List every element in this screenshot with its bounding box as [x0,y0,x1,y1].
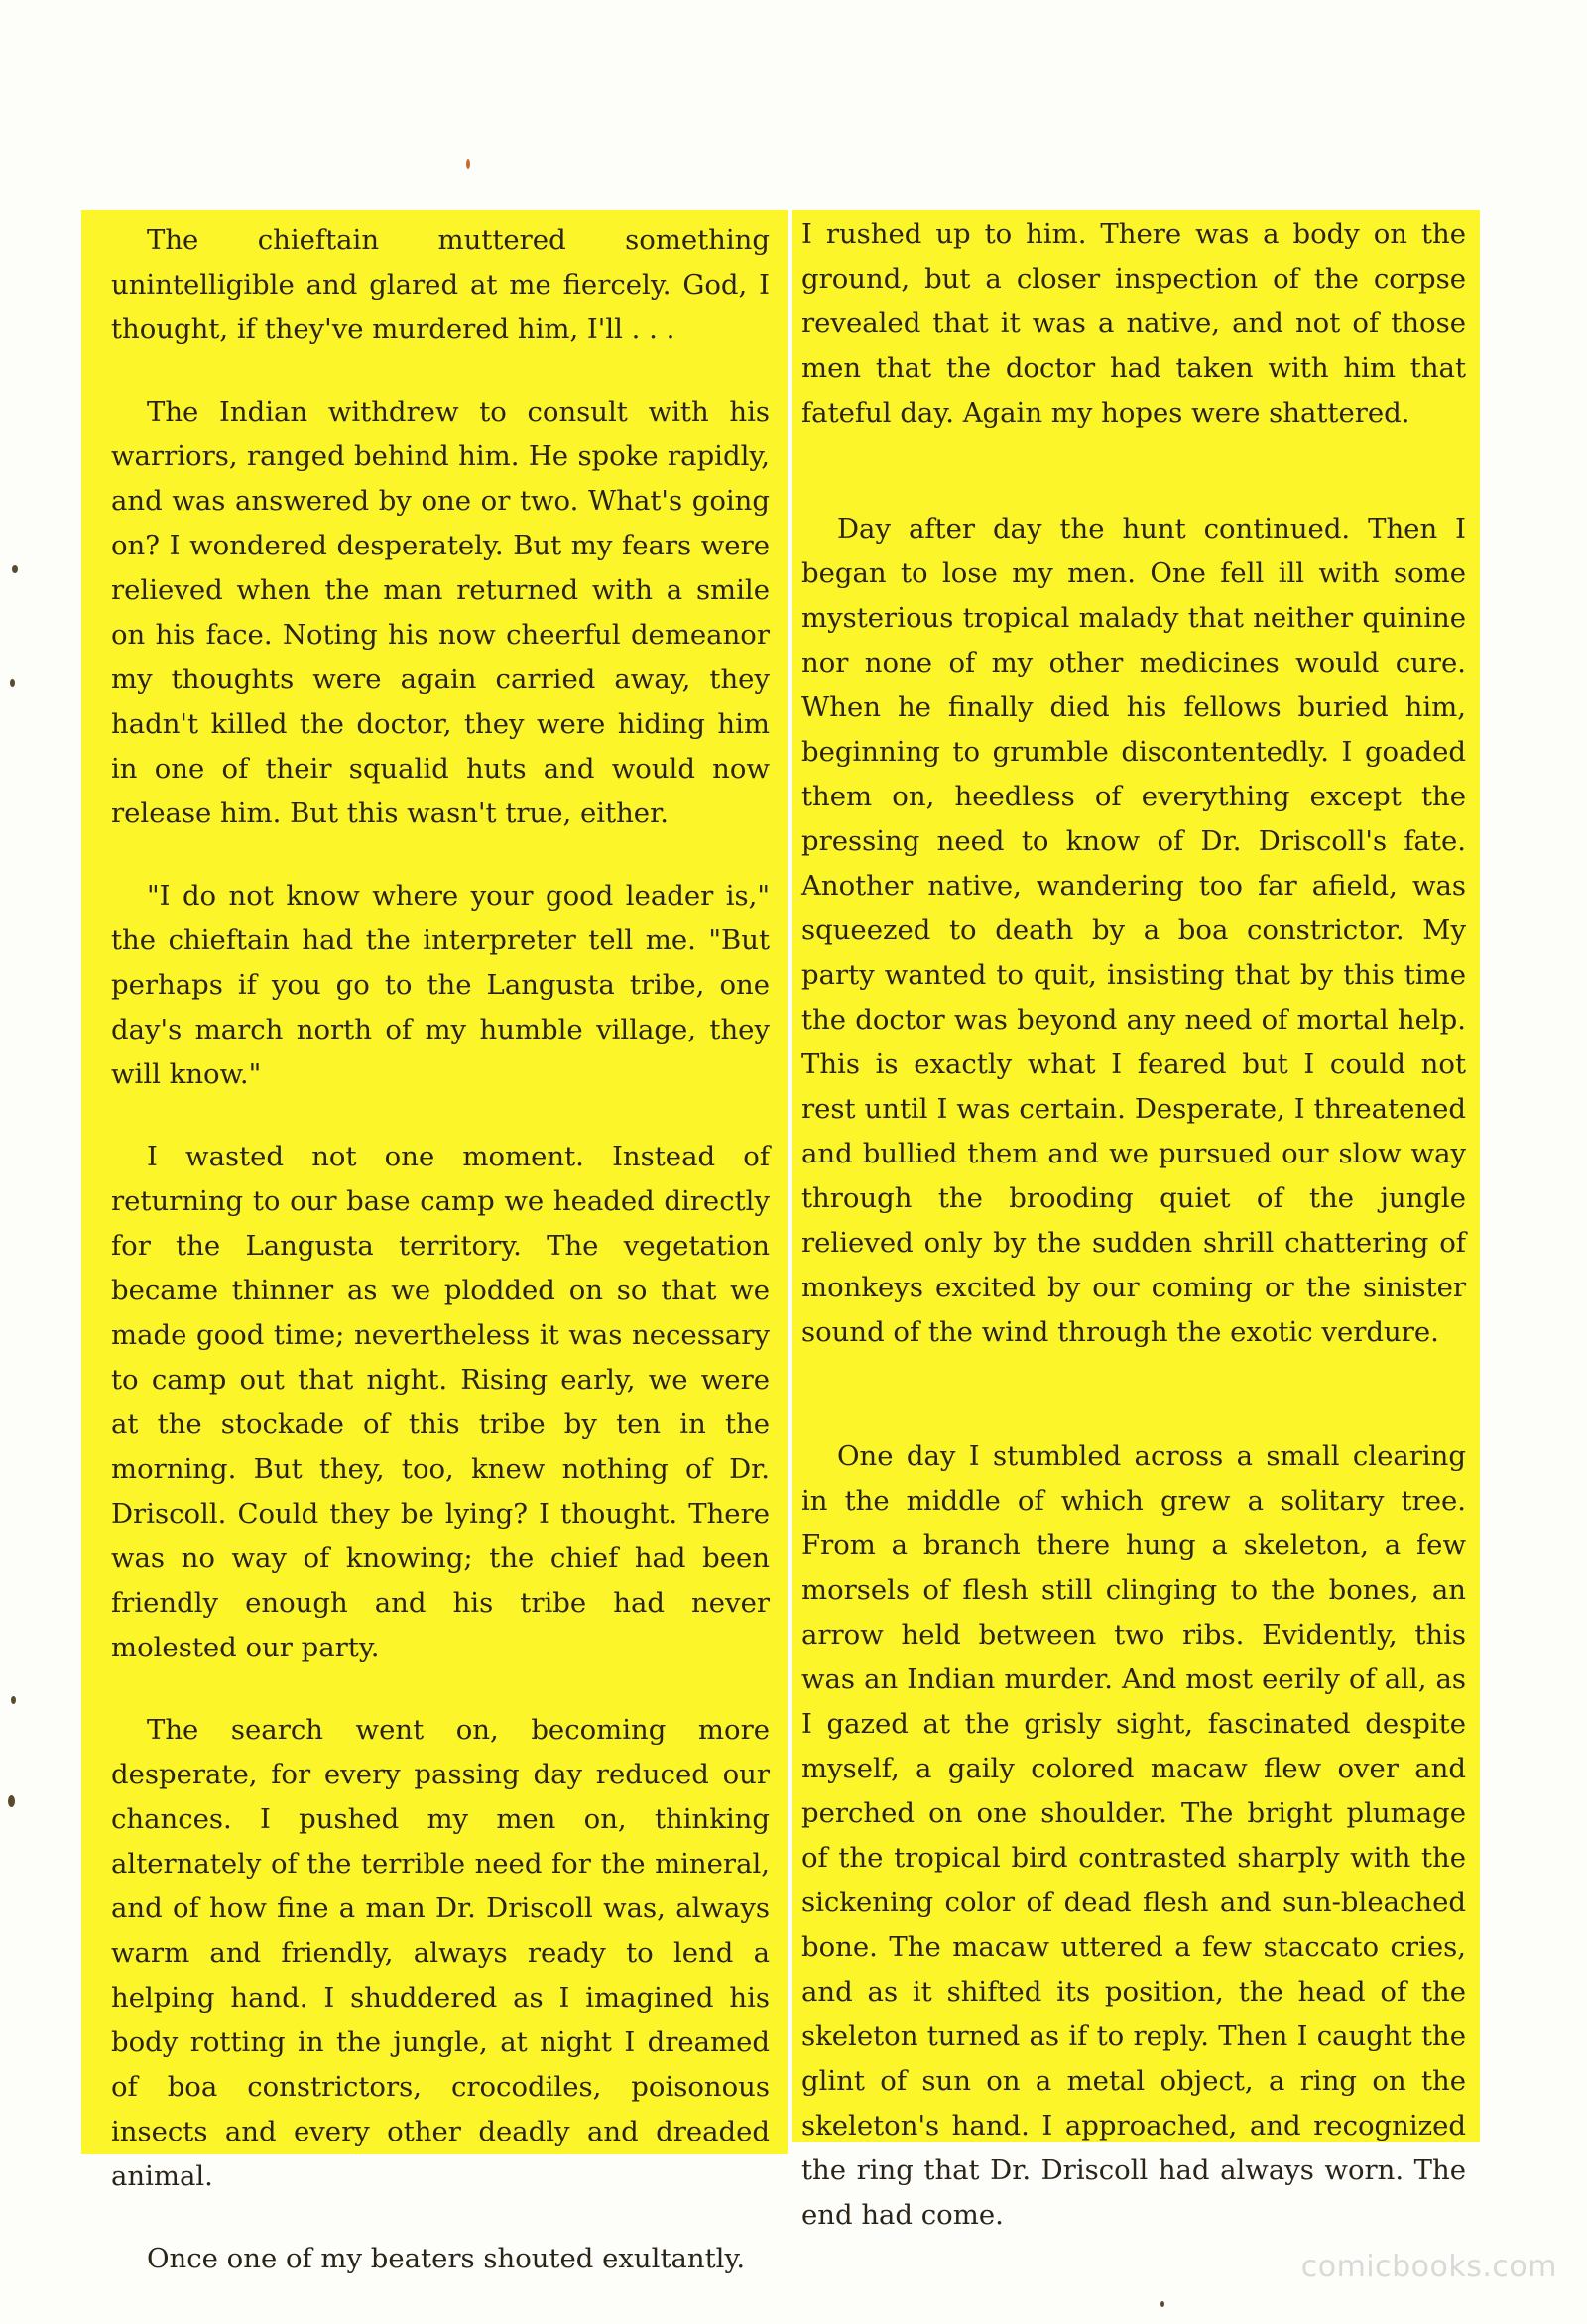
left-paragraph-1: The chieftain muttered something unintelligible and glared at me fiercely. God, I thought, if they've murdered him, I'll . . . [111,224,770,345]
speck [12,565,18,573]
left-paragraph-3: "I do not know where your good leader is," the chieftain had the interpreter tell me. "But perhaps if you go to the Langusta tribe, one day's march north of my humble village, they will know." [111,880,770,1090]
speck [10,679,15,687]
speck [1160,2301,1164,2307]
right-paragraph-1: I rushed up to him. There was a body on the ground, but a closer inspection of the corpse revealed that it was a native, and not of those men that the doctor had taken with him that fateful day. Again my hopes were shattered. [801,218,1466,428]
speck [11,1696,16,1704]
left-paragraph-6: Once one of my beaters shouted exultantly. [147,2243,746,2274]
right-paragraph-3: One day I stumbled across a small clearing in the middle of which grew a solitary tree. From a branch there hung a skeleton, a few morsels of flesh still clinging to the bones, an arrow held between two ribs. Evidently, this was an Indian murder. And most eerily of all, as I gazed at the grisly sight, fascinated despite myself, a gaily colored macaw flew over and perched on one shoulder. The bright plumage of the tropical bird contrasted sharply with the sickening color of dead flesh and sun-bleached bone. The macaw uttered a few staccato cries, and as it shifted its position, the head of the skeleton turned as if to reply. Then I caught the glint of sun on a metal object, a ring on the skeleton's hand. I approached, and recognized the ring that Dr. Driscoll had always worn. The end had come. [801,1440,1466,2231]
left-paragraph-2: The Indian withdrew to consult with his warriors, ranged behind him. He spoke rapidly, and was answered by one or two. What's going on? I wondered desperately. But my fears were relieved when the man returned with a smile on his face. Noting his now cheerful demeanor my thoughts were again carried away, they hadn't killed the doctor, they were hiding him in one of their squalid huts and would now release him. But this wasn't true, either. [111,396,770,829]
left-paragraph-4: I wasted not one moment. Instead of returning to our base camp we headed directly for the Langusta territory. The vegetation became thinner as we plodded on so that we made good time; nevertheless it was necessary to camp out that night. Rising early, we were at the stockade of this tribe by ten in the morning. But they, too, knew nothing of Dr. Driscoll. Could they be lying? I thought. There was no way of knowing; the chief had been friendly enough and his tribe had never molested our party. [111,1141,770,1663]
right-paragraph-2: Day after day the hunt continued. Then I began to lose my men. One fell ill with some mysterious tropical malady that neither quinine nor none of my other medicines would cure. When he finally died his fellows buried him, beginning to grumble discontentedly. I goaded them on, heedless of everything except the pressing need to know of Dr. Driscoll's fate. Another native, wandering too far afield, was squeezed to death by a boa constrictor. My party wanted to quit, insisting that by this time the doctor was beyond any need of mortal help. This is exactly what I feared but I could not rest until I was certain. Desperate, I threatened and bullied them and we pursued our slow way through the brooding quiet of the jungle relieved only by the sudden shrill chattering of monkeys excited by our coming or the sinister sound of the wind through the exotic verdure. [801,513,1466,1348]
watermark: comicbooks.com [1300,2250,1557,2284]
left-paragraph-5: The search went on, becoming more desperate, for every passing day reduced our chances. I pushed my men on, thinking alternately of the terrible need for the mineral, and of how fine a man Dr. Driscoll was, always warm and friendly, always ready to lend a helping hand. I shuddered as I imagined his body rotting in the jungle, at night I dreamed of boa constrictors, crocodiles, poisonous insects and every other deadly and dreaded animal. [111,1714,770,2192]
left-text-column [81,210,788,2274]
speck [466,159,470,169]
right-text-column [792,210,1480,2231]
speck [8,1795,15,1807]
